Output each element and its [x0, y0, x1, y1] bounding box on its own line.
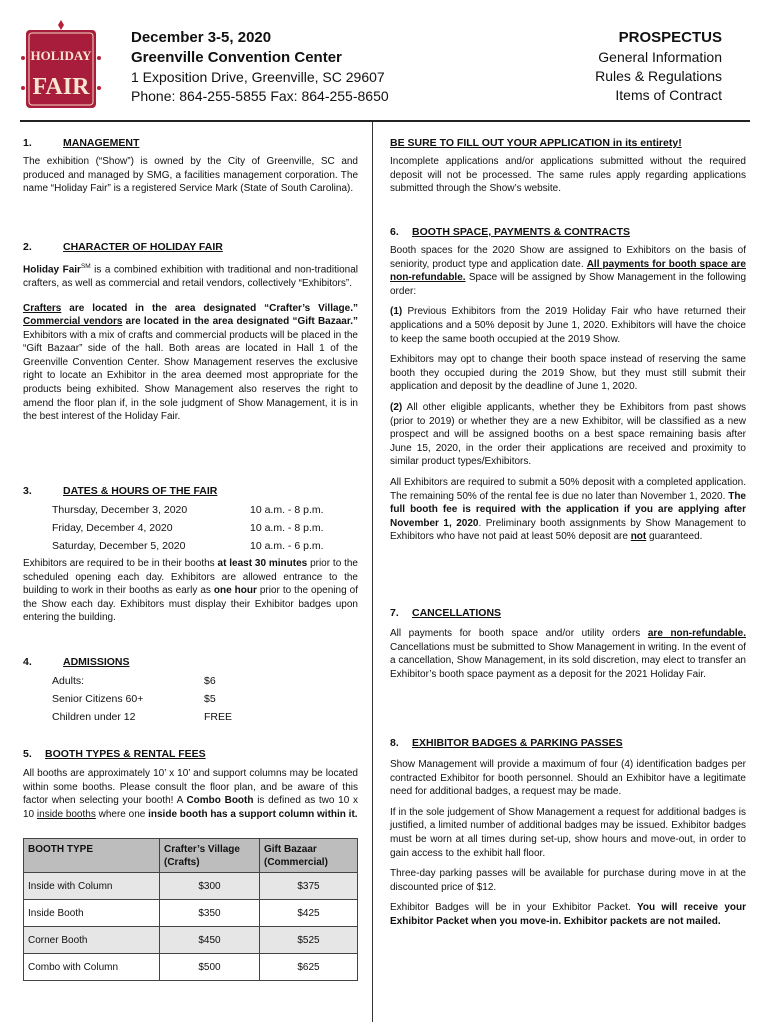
booth-fee-table	[23, 838, 358, 981]
section-paragraph: Exhibitor Badges will be in your Exhibitor Packet. You will receive your Exhibitor Packet when you move-in. Exhibitor packets are not mailed.	[390, 902, 746, 927]
table-header-row	[24, 839, 358, 873]
section-heading: 2. CHARACTER OF HOLIDAY FAIR	[23, 241, 223, 253]
table-cell: $525	[260, 927, 358, 954]
section-booth-space	[390, 225, 746, 544]
section-character	[23, 240, 358, 424]
section-dates-hours	[23, 484, 358, 498]
column-divider	[372, 122, 373, 1022]
admission-label: Children under 12	[52, 711, 136, 723]
table-row	[24, 900, 358, 927]
section-heading: 7. CANCELLATIONS	[390, 607, 502, 619]
admission-label: Adults:	[52, 675, 85, 687]
document-subtitle-2: Rules & Regulations	[595, 68, 722, 84]
table-header: Gift Bazaar (Commercial)	[260, 839, 358, 873]
section-paragraph: Crafters are located in the area designated “Crafter’s Village.” Commercial vendors are located in the area designated “Gift Bazaar.” Exhibitors with a mix of crafts and commercial products will be placed in the “Gift Bazaar” side of the hall. Both areas are located in Hall 1 of the Greenville Convention Center. Show Management reserves the exclusive right to locate an Exhibitor in the area deemed most appropriate for the products being exhibited. Show Management also reserves the right to amend the floor plan if, in the sole judgment of Show Management, it is in the best interest of the Holiday Fair.	[23, 302, 358, 423]
table-cell: $625	[260, 954, 358, 981]
table-cell: Corner Booth	[24, 927, 160, 954]
section-badges-parking	[390, 736, 746, 929]
section-heading: 3. DATES & HOURS OF THE FAIR	[23, 485, 218, 497]
table-cell: Combo with Column	[24, 954, 160, 981]
schedule-days	[52, 501, 187, 555]
section-paragraph: (2) All other eligible applicants, whether they be Exhibitors from past shows (prior to 2019) or whether they are a new Exhibitor, will be classified as a new prospect and will be assigned booths on a best space remaining basis after June 15, 2020, in the order their applications are received and proximity to similar product types/Exhibitors.	[390, 401, 746, 468]
logo-line1: HOLIDAY	[30, 48, 92, 63]
header-right	[462, 28, 722, 105]
admission-price: $6	[204, 675, 216, 687]
section-heading: 6. BOOTH SPACE, PAYMENTS & CONTRACTS	[390, 226, 630, 238]
admission-labels	[52, 672, 143, 726]
table-header: BOOTH TYPE	[24, 839, 160, 873]
document-subtitle-1: General Information	[598, 49, 722, 65]
event-venue: Greenville Convention Center	[131, 49, 342, 66]
table-row	[24, 927, 358, 954]
schedule-hours-value: 10 a.m. - 6 p.m.	[250, 540, 324, 552]
section-paragraph: Exhibitors may opt to change their booth space instead of reserving the same booth they occupied during the 2019 Show, but they must still submit their application and deposit by the deadline of June 1, 2020.	[390, 354, 746, 393]
section-text: Exhibitors are required to be in their booths at least 30 minutes prior to the scheduled opening each day. Exhibitors are allowed entrance to the building to work in their booths as early as one hour prior to the opening of the Show each day. Exhibitors must display their Exhibitor badges upon entering the building.	[23, 558, 358, 624]
table-cell: $375	[260, 873, 358, 900]
section-text: The exhibition (“Show”) is owned by the City of Greenville, SC and produced and managed by SMG, a facilities management corporation. The name “Holiday Fair” is a registered Service Mark (State of South Carolina).	[23, 156, 358, 195]
table-cell: $350	[160, 900, 260, 927]
section-paragraph: If in the sole judgement of Show Management a request for additional badges is justified, a limited number of additional badges may be issued. Exhibitor badges must be worn at all times during set-up, show hours and move-out, in order to gain access to the exhibit hall floor.	[390, 806, 746, 859]
notice-heading: BE SURE TO FILL OUT YOUR APPLICATION in its entirety!	[390, 137, 682, 149]
section-heading: 4. ADMISSIONS	[23, 656, 130, 668]
admission-price: FREE	[204, 711, 233, 723]
section-cancellations	[390, 606, 746, 681]
schedule-day: Saturday, December 5, 2020	[52, 540, 186, 552]
table-header: Crafter’s Village (Crafts)	[160, 839, 260, 873]
section-heading: 8. EXHIBITOR BADGES & PARKING PASSES	[390, 737, 623, 749]
admission-price: $5	[204, 693, 216, 705]
section-text: All payments for booth space and/or utility orders are non-refundable. Cancellations must be submitted to Show Management in writing. In the event of a cancellation, Show Management, in its sold discretion, may elect to transfer an Exhibitor’s booth space payment as a deposit for the 2021 Holiday Fair.	[390, 628, 746, 680]
section-paragraph: (1) Previous Exhibitors from the 2019 Holiday Fair who have returned their applications and a 50% deposit by June 1, 2020. Exhibitors will have the choice to keep the same booth occupied at the 2019 Show.	[390, 306, 746, 345]
table-cell: $425	[260, 900, 358, 927]
document-title: PROSPECTUS	[618, 29, 722, 46]
section-text: All booths are approximately 10’ x 10’ and support columns may be located within some booths. Please consult the floor plan, and be aware of this factor when selecting your booth! A Combo Booth is defined as two 10 x 10 inside booths where one inside booth has a support column within it.	[23, 768, 358, 820]
table-cell: Inside with Column	[24, 873, 160, 900]
admission-prices	[204, 672, 232, 726]
schedule-hours-value: 10 a.m. - 8 p.m.	[250, 504, 324, 516]
application-notice	[390, 136, 746, 196]
section-heading: 5. BOOTH TYPES & RENTAL FEES	[23, 748, 206, 760]
section-paragraph: Three-day parking passes will be available for purchase during move in at the discounted price of $12.	[390, 868, 746, 893]
section-paragraph: Show Management will provide a maximum of four (4) identification badges per contracted Exhibitor for booth personnel. Should an Exhibitor have a legitimate need for additional badges, a request may be made.	[390, 759, 746, 798]
section-management	[23, 136, 358, 196]
logo-ornament	[58, 20, 64, 30]
event-address: 1 Exposition Drive, Greenville, SC 29607	[131, 69, 385, 85]
admission-label: Senior Citizens 60+	[52, 693, 144, 705]
section-admissions	[23, 655, 358, 669]
section-paragraph: Booth spaces for the 2020 Show are assigned to Exhibitors on the basis of seniority, product type and application date. All payments for booth space are non-refundable. Space will be assigned by Show Management in the following order:	[390, 245, 746, 297]
section-paragraph: Holiday Fair℠ is a combined exhibition with traditional and non-traditional crafters, as well as commercial and retail vendors, collectively “Exhibitors”.	[23, 263, 358, 289]
event-date: December 3-5, 2020	[131, 29, 272, 46]
table-cell: $300	[160, 873, 260, 900]
table-cell: $500	[160, 954, 260, 981]
section-booth-types	[23, 747, 358, 821]
schedule-hours	[250, 501, 324, 555]
event-phone: Phone: 864-255-5855 Fax: 864-255-8650	[131, 88, 389, 104]
schedule-day: Thursday, December 3, 2020	[52, 504, 188, 516]
header-divider	[20, 120, 750, 122]
notice-text: Incomplete applications and/or applications submitted without the required deposit will not be processed. The same rules apply regarding applications submitted through the Show’s website.	[390, 156, 746, 195]
table-cell: $450	[160, 927, 260, 954]
table-row	[24, 873, 358, 900]
logo-line2: FAIR	[32, 74, 90, 100]
schedule-hours-value: 10 a.m. - 8 p.m.	[250, 522, 324, 534]
section-paragraph: All Exhibitors are required to submit a 50% deposit with a completed application. The remaining 50% of the rental fee is due no later than November 1, 2020. The full booth fee is required with the application if you are applying after November 1, 2020. Preliminary booth assignments by Show Management to Exhibitors who have not paid at least 50% deposit are not guaranteed.	[390, 476, 746, 543]
document-subtitle-3: Items of Contract	[615, 87, 722, 103]
holiday-fair-logo	[20, 18, 102, 116]
section-heading: 1. MANAGEMENT	[23, 137, 140, 149]
table-row	[24, 954, 358, 981]
table-cell: Inside Booth	[24, 900, 160, 927]
header-left	[131, 28, 491, 106]
schedule-day: Friday, December 4, 2020	[52, 522, 173, 534]
